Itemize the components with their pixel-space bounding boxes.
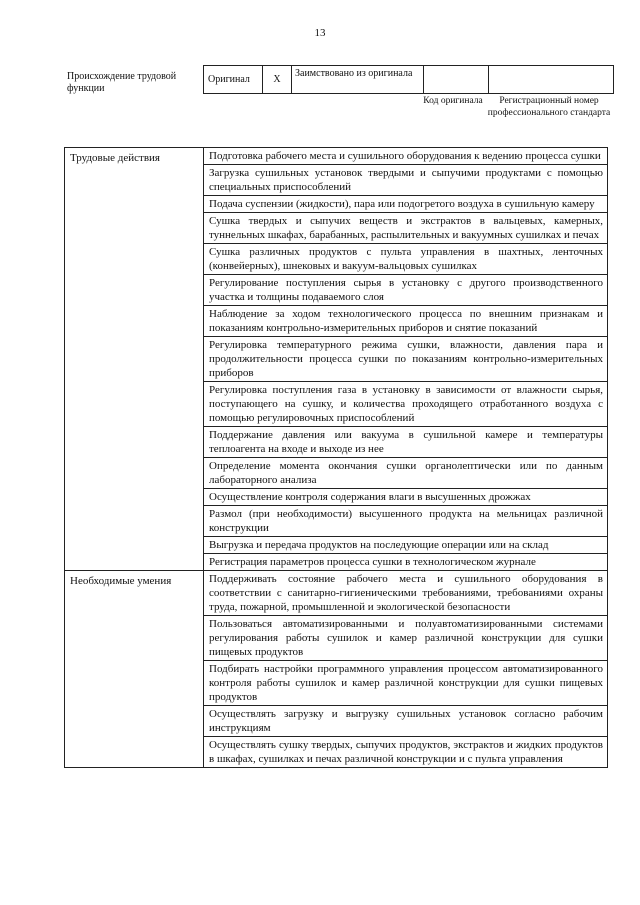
section-item: Наблюдение за ходом технологического процесса по внешним признакам и показаниям контрольно-измерительных приборов и снятие показаний [204,306,608,337]
section-item: Подготовка рабочего места и сушильного оборудования к ведению процесса сушки [204,148,608,165]
section-item: Регулировка температурного режима сушки, влажности, давления пара и продолжительности процесса сушки по показаниям контрольно-измерительных приборов [204,337,608,382]
origin-label: Происхождение трудовой функции [67,71,177,94]
section-item: Поддержание давления или вакуума в сушильной камере и температуры теплоагента на входе и выходе из нее [204,427,608,458]
page-number: 13 [314,27,326,39]
section-item: Пользоваться автоматизированными и полуавтоматизированными системами регулирования работы сушилок и камер различной конструкции для сушки пищевых продуктов [204,616,608,661]
table-row [65,148,608,165]
borrowed-label: Заимствовано из оригинала [292,66,424,94]
section-item: Регулировка поступления газа в установку в зависимости от влажности сырья, поступающего на сушку, и количества проходящего отработанного воздуха с помощью регулировочных приспособлений [204,382,608,427]
original-label: Оригинал [204,66,263,94]
origin-table [203,65,614,94]
section-item: Сушка твердых и сыпучих веществ и экстрактов в вальцевых, камерных, туннельных шкафах, барабанных, распылительных и вакуумных сушилках и печах [204,213,608,244]
section-item: Осуществлять загрузку и выгрузку сушильных установок согласно рабочим инструкциям [204,706,608,737]
section-item: Осуществление контроля содержания влаги в высушенных дрожжах [204,489,608,506]
section-item: Поддерживать состояние рабочего места и сушильного оборудования в соответствии с санитарно-гигиеническими требованиями, требованиями охраны труда, пожарной, промышленной и экологической безопасности [204,571,608,616]
code-cell [424,66,489,94]
reg-caption: Регистрационный номер профессионального стандарта [487,96,611,118]
labor-function-table [64,147,608,768]
section-item: Сушка различных продуктов с пульта управления в шахтных, ленточных (конвейерных), шнековых и вакуум-вальцовых сушилках [204,244,608,275]
section-item: Осуществлять сушку твердых, сыпучих продуктов, экстрактов и жидких продуктов в шкафах, сушилках и печах различной конструкции и с пульта управления [204,737,608,768]
section-item: Регистрация параметров процесса сушки в технологическом журнале [204,554,608,571]
section-item: Размол (при необходимости) высушенного продукта на мельницах различной конструкции [204,506,608,537]
reg-number-cell [489,66,614,94]
section-title: Трудовые действия [65,148,204,571]
section-item: Подача суспензии (жидкости), пара или подогретого воздуха в сушильную камеру [204,196,608,213]
section-item: Загрузка сушильных установок твердыми и сыпучими продуктами с помощью специальных приспособлений [204,165,608,196]
table-row [65,571,608,616]
section-item: Подбирать настройки программного управления процессом автоматизированного контроля работы сушилок и камер различной конструкции для сушки пищевых продуктов [204,661,608,706]
original-mark: X [263,66,292,94]
section-item: Определение момента окончания сушки органолептически или по данным лабораторного анализа [204,458,608,489]
section-title: Необходимые умения [65,571,204,768]
code-caption: Код оригинала [423,96,483,106]
section-item: Регулирование поступления сырья в установку с другого производственного участка и толщины подаваемого слоя [204,275,608,306]
section-item: Выгрузка и передача продуктов на последующие операции или на склад [204,537,608,554]
